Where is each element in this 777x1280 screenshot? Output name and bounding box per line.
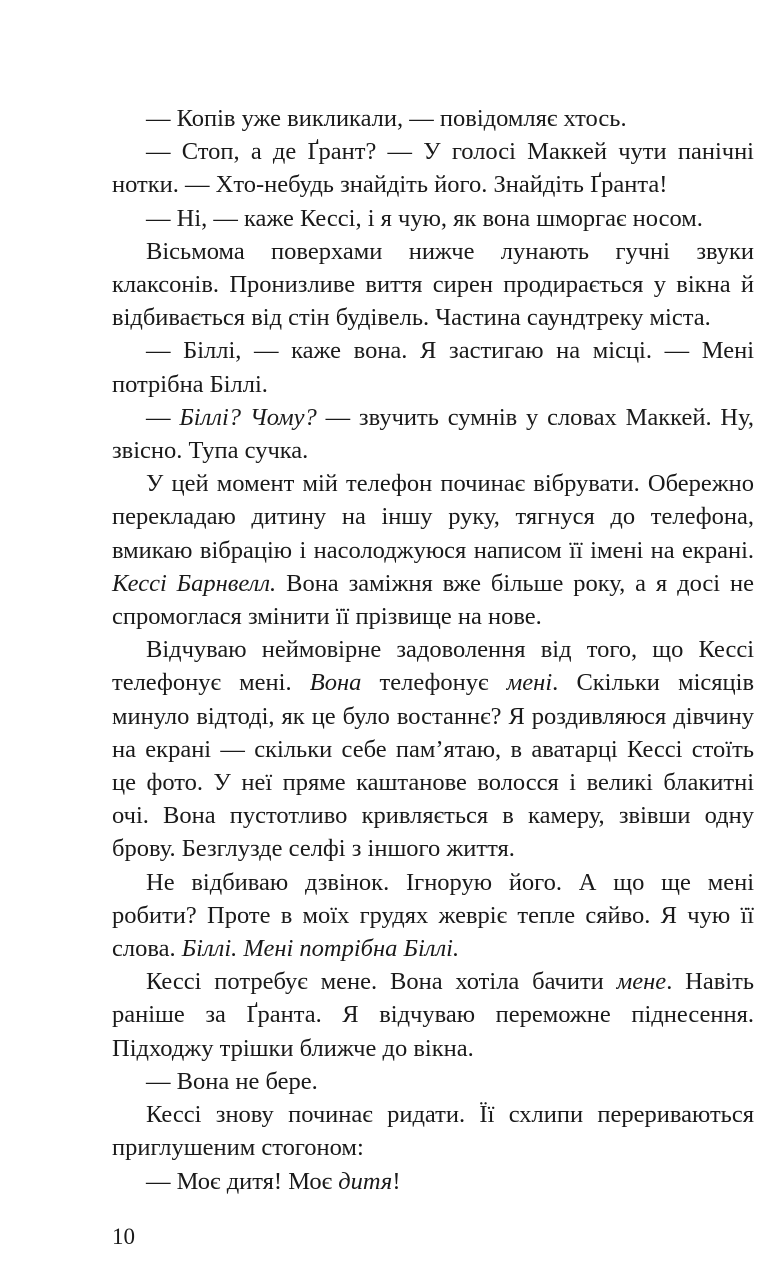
paragraph: [112, 467, 754, 633]
italic-run: Біллі. Мені потрібна Біллі.: [181, 935, 460, 963]
paragraph: [112, 102, 754, 135]
text-run: Не відбиваю дзвінок. Ігнорую його. А що ще мені робити? Проте в моїх грудях жевріє тепле сяйво. Я чую її слова.: [112, 868, 754, 963]
paragraph: [112, 401, 754, 467]
text-run: — Стоп, а де Ґрант? — У голосі Маккей чути панічні нотки. — Хто-небудь знайдіть його. Знайдіть Ґранта!: [112, 138, 754, 199]
text-run: У цей момент мій телефон починає вібрувати. Обережно перекладаю дитину на іншу руку, тягнуся до телефона, вмикаю вібрацію і насолоджуюся написом її імені на екрані.: [112, 470, 754, 564]
paragraph: [112, 135, 754, 201]
italic-run: дитя: [338, 1167, 393, 1195]
italic-run: Біллі? Чому?: [179, 403, 317, 431]
paragraph: [112, 202, 754, 235]
text-run: Вона заміжня вже більше року, а я досі не спромоглася змінити її прізвище на нове.: [112, 569, 755, 631]
text-run: Відчуваю неймовірне задоволення від того, що Кессі телефонує мені.: [112, 636, 754, 697]
text-run: !: [392, 1167, 401, 1195]
text-run: — Вона не бере.: [146, 1067, 318, 1095]
text-run: Кессі потребує мене. Вона хотіла бачити: [146, 968, 617, 996]
italic-run: Вона: [309, 669, 362, 697]
paragraph: [112, 235, 754, 335]
paragraph: [112, 866, 754, 966]
text-run: Кессі знову починає ридати. Її схлипи перериваються приглушеним стогоном:: [112, 1101, 754, 1162]
italic-run: Кессі Барнвелл.: [112, 569, 277, 597]
paragraph: [112, 334, 754, 400]
text-run: — Моє дитя! Моє: [146, 1167, 339, 1195]
text-run: —: [146, 403, 180, 431]
text-run: . Скільки місяців минуло відтоді, як це було востаннє? Я роздивляюся дівчину на екрані — скільки себе пам’ятаю, в аватарці Кессі стоїть це фото. У неї пряме каштанове волосся і великі блакитні очі. Вона пустотливо кривляється в камеру, звівши одну брову. Безглузде селфі з іншого життя.: [112, 669, 755, 863]
paragraph: [112, 633, 754, 865]
italic-run: мене: [616, 968, 667, 996]
text-run: — Біллі, — каже вона. Я застигаю на місці. — Мені потрібна Біллі.: [112, 337, 754, 398]
text-run: — звучить сумнів у словах Маккей. Ну, звісно. Тупа сучка.: [112, 403, 755, 465]
paragraph: [112, 965, 754, 1065]
italic-run: мені: [506, 669, 553, 697]
text-run: телефонує: [361, 669, 507, 697]
paragraph: [112, 1165, 754, 1198]
text-run: — Копів уже викликали, — повідомляє хтось.: [146, 105, 627, 132]
text-run: — Ні, — каже Кессі, і я чую, як вона шморгає носом.: [146, 204, 703, 232]
body-text: [112, 102, 754, 1198]
text-run: Вісьмома поверхами нижче лунають гучні звуки клаксонів. Пронизливе виття сирен продирається у вікна й відбивається від стін будівель. Частина саундтреку міста.: [112, 237, 754, 332]
page-number: 10: [112, 1224, 135, 1249]
paragraph: [112, 1065, 754, 1098]
paragraph: [112, 1098, 754, 1164]
text-run: . Навіть раніше за Ґранта. Я відчуваю переможне піднесення. Підходжу трішки ближче до вікна.: [112, 968, 754, 1062]
